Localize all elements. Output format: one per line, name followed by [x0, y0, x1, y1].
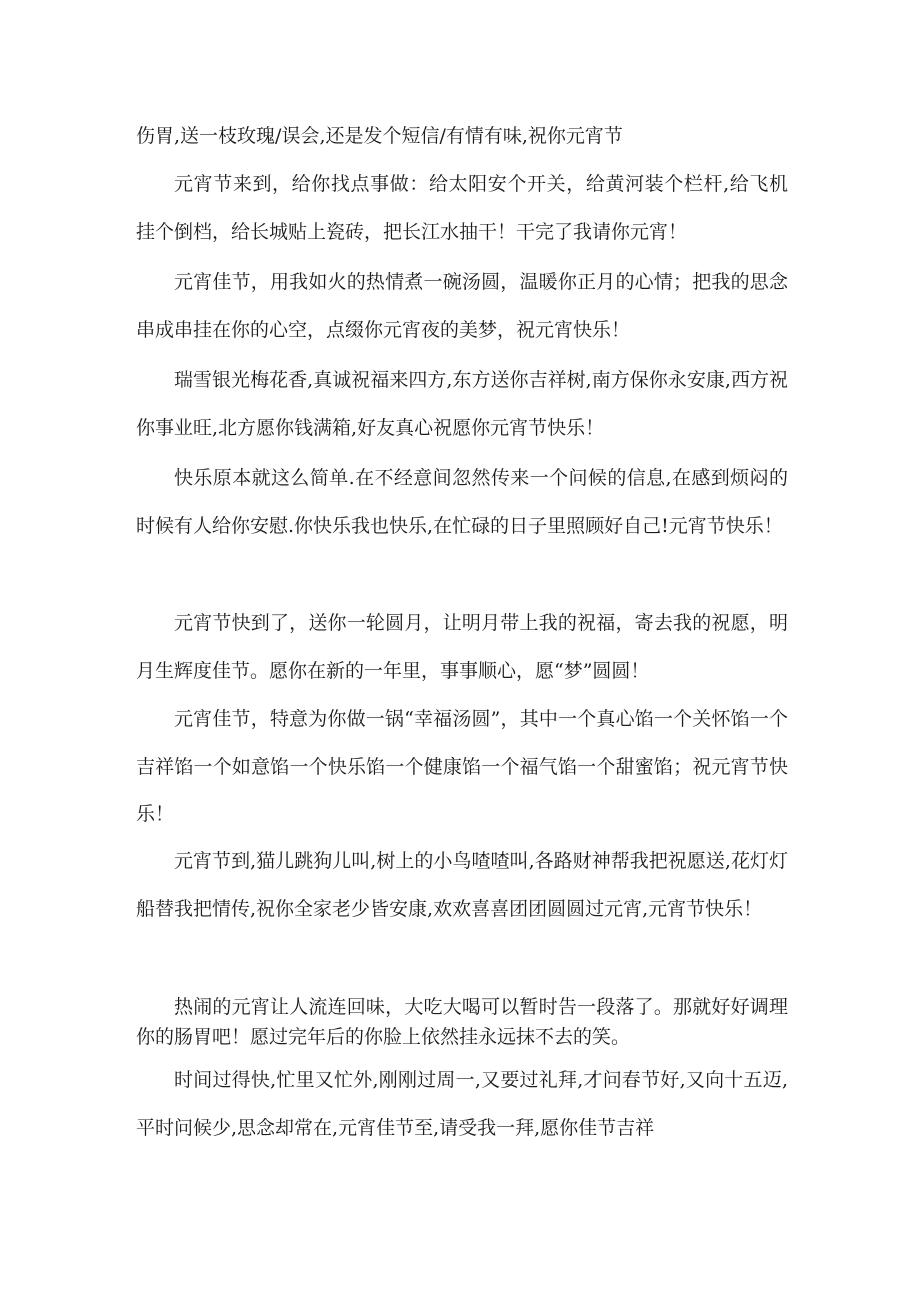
paragraph-2: 元宵节来到，给你找点事做：给太阳安个开关，给黄河装个栏杆,给飞机挂个倒档，给长城贴上瓷砖，把长江水抽干！干完了我请你元宵！ — [136, 173, 788, 243]
paragraph-6: 元宵节快到了，送你一轮圆月，让明月带上我的祝福，寄去我的祝愿，明月生辉度佳节。愿你在新的一年里，事事顺心，愿“梦”圆圆！ — [136, 612, 788, 682]
paragraph-5: 快乐原本就这么简单.在不经意间忽然传来一个问候的信息,在感到烦闷的时候有人给你安慰.你快乐我也快乐,在忙碌的日子里照顾好自己!元宵节快乐！ — [136, 467, 788, 537]
paragraph-9: 热闹的元宵让人流连回味，大吃大喝可以暂时告一段落了。那就好好调理你的肠胃吧！愿过完年后的你脸上依然挂永远抹不去的笑。 — [136, 996, 788, 1048]
paragraph-8: 元宵节到,猫儿跳狗儿叫,树上的小鸟喳喳叫,各路财神帮我把祝愿送,花灯灯船替我把情传,祝你全家老少皆安康,欢欢喜喜团团圆圆过元宵,元宵节快乐！ — [136, 850, 788, 920]
paragraph-7: 元宵佳节，特意为你做一锅“幸福汤圆”，其中一个真心馅一个关怀馅一个吉祥馅一个如意馅一个快乐馅一个健康馅一个福气馅一个甜蜜馅；祝元宵节快乐！ — [136, 708, 788, 825]
paragraph-1: 伤胃,送一枝玫瑰/误会,还是发个短信/有情有味,祝你元宵节 — [136, 125, 623, 147]
paragraph-10: 时间过得快,忙里又忙外,刚刚过周一,又要过礼拜,才问春节好,又向十五迈,平时问候少,思念却常在,元宵佳节至,请受我一拜,愿你佳节吉祥 — [136, 1069, 788, 1139]
paragraph-4: 瑞雪银光梅花香,真诚祝福来四方,东方送你吉祥树,南方保你永安康,西方祝你事业旺,北方愿你钱满箱,好友真心祝愿你元宵节快乐！ — [136, 369, 788, 439]
paragraph-3: 元宵佳节，用我如火的热情煮一碗汤圆，温暖你正月的心情；把我的思念串成串挂在你的心空，点缀你元宵夜的美梦，祝元宵快乐！ — [136, 271, 788, 341]
